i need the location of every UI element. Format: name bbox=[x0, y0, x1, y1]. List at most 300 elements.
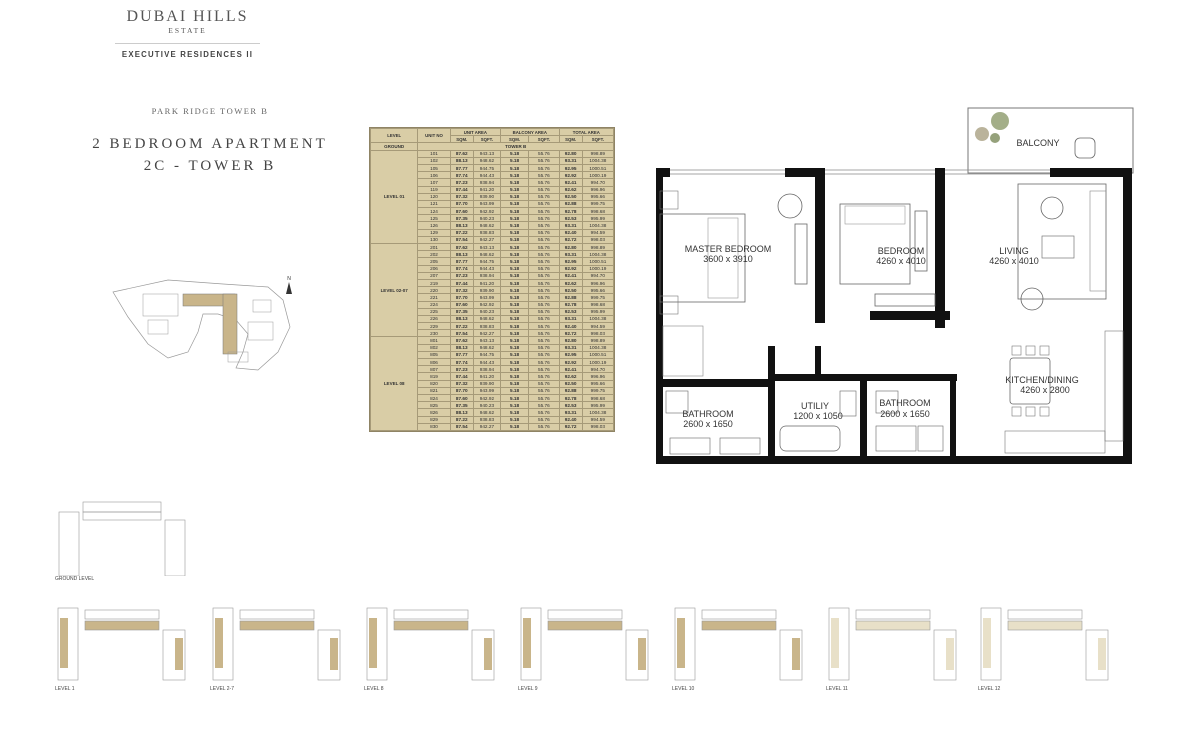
area-table bbox=[369, 127, 615, 432]
table-cell: 121 bbox=[418, 200, 450, 207]
table-cell: 55.76 bbox=[529, 251, 560, 258]
col-total-area: TOTAL AREA bbox=[559, 129, 613, 136]
table-cell: 999.75 bbox=[582, 294, 613, 301]
table-cell: 995.99 bbox=[582, 308, 613, 315]
table-cell: 5.18 bbox=[500, 330, 528, 337]
table-cell: 5.18 bbox=[500, 279, 528, 286]
table-cell: 55.76 bbox=[529, 215, 560, 222]
table-cell: 5.18 bbox=[500, 423, 528, 430]
table-cell: 998.68 bbox=[582, 208, 613, 215]
table-cell: 87.54 bbox=[450, 423, 473, 430]
table-cell: 55.76 bbox=[529, 193, 560, 200]
table-cell: 999.75 bbox=[582, 387, 613, 394]
table-cell: 93.31 bbox=[559, 409, 582, 416]
table-cell: 125 bbox=[418, 215, 450, 222]
table-cell: 820 bbox=[418, 380, 450, 387]
table-cell: 994.70 bbox=[582, 366, 613, 373]
table-cell: 998.03 bbox=[582, 236, 613, 243]
table-cell: 224 bbox=[418, 301, 450, 308]
bedroom-dim: 4260 x 4010 bbox=[876, 256, 926, 266]
table-cell: 5.18 bbox=[500, 186, 528, 193]
table-cell: 944.75 bbox=[473, 351, 500, 358]
table-cell: 824 bbox=[418, 394, 450, 401]
table-cell: 5.18 bbox=[500, 394, 528, 401]
ground-level-plan bbox=[55, 490, 190, 582]
level-label-l8: LEVEL 8 bbox=[364, 686, 384, 692]
sofa bbox=[1018, 184, 1106, 299]
tower-name: PARK RIDGE TOWER B bbox=[151, 106, 269, 116]
table-cell: 55.76 bbox=[529, 344, 560, 351]
table-cell: 93.31 bbox=[559, 157, 582, 164]
table-cell: 942.27 bbox=[473, 423, 500, 430]
table-cell: 92.50 bbox=[559, 193, 582, 200]
living-name: LIVING bbox=[999, 246, 1029, 256]
table-cell: 93.31 bbox=[559, 344, 582, 351]
table-cell: 995.66 bbox=[582, 380, 613, 387]
table-cell: 938.94 bbox=[473, 272, 500, 279]
bathroom2-name: BATHROOM bbox=[879, 398, 931, 408]
table-cell: 55.76 bbox=[529, 229, 560, 236]
table-cell: 55.76 bbox=[529, 164, 560, 171]
col-sqm: SQM. bbox=[559, 136, 582, 143]
table-cell: 92.40 bbox=[559, 229, 582, 236]
table-cell: 55.76 bbox=[529, 265, 560, 272]
brand-divider bbox=[115, 43, 260, 44]
living-dim: 4260 x 4010 bbox=[989, 256, 1039, 266]
table-cell: 55.76 bbox=[529, 258, 560, 265]
north-label: N bbox=[287, 276, 291, 282]
table-cell: 92.41 bbox=[559, 366, 582, 373]
table-cell: 5.18 bbox=[500, 179, 528, 186]
table-cell: 92.92 bbox=[559, 172, 582, 179]
table-cell: 5.18 bbox=[500, 222, 528, 229]
ground-label: GROUND bbox=[371, 143, 418, 150]
table-cell: 994.59 bbox=[582, 416, 613, 423]
table-cell: 55.76 bbox=[529, 272, 560, 279]
table-cell: 87.23 bbox=[450, 272, 473, 279]
table-cell: 92.72 bbox=[559, 330, 582, 337]
table-cell: 87.62 bbox=[450, 150, 473, 157]
level-plan-l12 bbox=[978, 602, 1113, 692]
table-cell: 5.18 bbox=[500, 402, 528, 409]
apartment-title bbox=[75, 133, 345, 177]
level-plan-l11 bbox=[826, 602, 961, 692]
table-cell: 802 bbox=[418, 344, 450, 351]
table-cell: 88.13 bbox=[450, 251, 473, 258]
table-cell: 87.74 bbox=[450, 172, 473, 179]
table-cell: 939.90 bbox=[473, 380, 500, 387]
table-cell: 120 bbox=[418, 193, 450, 200]
table-cell: 55.76 bbox=[529, 172, 560, 179]
table-cell: 948.62 bbox=[473, 157, 500, 164]
table-cell: 55.76 bbox=[529, 351, 560, 358]
table-cell: 87.70 bbox=[450, 294, 473, 301]
table-cell: 942.27 bbox=[473, 236, 500, 243]
table-cell: 87.32 bbox=[450, 193, 473, 200]
table-cell: 994.59 bbox=[582, 229, 613, 236]
table-cell: 92.40 bbox=[559, 416, 582, 423]
table-cell: 107 bbox=[418, 179, 450, 186]
table-cell: 205 bbox=[418, 258, 450, 265]
table-cell: 92.40 bbox=[559, 323, 582, 330]
master-bedroom-name: MASTER BEDROOM bbox=[684, 244, 772, 254]
table-cell: 995.66 bbox=[582, 193, 613, 200]
table-cell: 92.88 bbox=[559, 294, 582, 301]
apartment-type: 2 BEDROOM APARTMENT bbox=[92, 136, 328, 152]
table-cell: 87.54 bbox=[450, 236, 473, 243]
table-cell: 5.18 bbox=[500, 416, 528, 423]
table-cell: 5.18 bbox=[500, 164, 528, 171]
table-cell: 5.18 bbox=[500, 157, 528, 164]
table-cell: 819 bbox=[418, 373, 450, 380]
table-cell: 87.44 bbox=[450, 373, 473, 380]
table-cell: 1004.38 bbox=[582, 409, 613, 416]
key-plan bbox=[108, 272, 303, 377]
table-cell: 944.43 bbox=[473, 172, 500, 179]
table-cell: 5.18 bbox=[500, 258, 528, 265]
table-cell: 87.54 bbox=[450, 330, 473, 337]
table-cell: 5.18 bbox=[500, 200, 528, 207]
table-cell: 230 bbox=[418, 330, 450, 337]
level-label-l10: LEVEL 10 bbox=[672, 686, 695, 692]
table-cell: 5.18 bbox=[500, 380, 528, 387]
table-cell: 87.44 bbox=[450, 186, 473, 193]
table-cell: 998.03 bbox=[582, 423, 613, 430]
table-cell: 825 bbox=[418, 402, 450, 409]
project-name: EXECUTIVE RESIDENCES II bbox=[121, 50, 254, 59]
table-cell: 92.92 bbox=[559, 359, 582, 366]
table-cell: 5.18 bbox=[500, 301, 528, 308]
master-bedroom-dim: 3600 x 3910 bbox=[703, 254, 753, 264]
table-cell: 5.18 bbox=[500, 409, 528, 416]
table-cell: 940.23 bbox=[473, 308, 500, 315]
level-plan-l1 bbox=[55, 602, 190, 692]
table-cell: 119 bbox=[418, 186, 450, 193]
table-cell: 55.76 bbox=[529, 236, 560, 243]
table-cell: 219 bbox=[418, 279, 450, 286]
table-cell: 92.41 bbox=[559, 179, 582, 186]
table-cell: 996.96 bbox=[582, 373, 613, 380]
table-cell: 106 bbox=[418, 172, 450, 179]
table-cell: 999.75 bbox=[582, 200, 613, 207]
col-level: LEVEL bbox=[371, 129, 418, 143]
table-cell: 87.22 bbox=[450, 229, 473, 236]
table-cell: 87.70 bbox=[450, 387, 473, 394]
table-cell: 995.99 bbox=[582, 215, 613, 222]
level-cell: LEVEL 02-07 bbox=[371, 244, 418, 337]
table-cell: 944.43 bbox=[473, 265, 500, 272]
table-cell: 5.18 bbox=[500, 366, 528, 373]
table-cell: 87.35 bbox=[450, 402, 473, 409]
table-cell: 938.83 bbox=[473, 323, 500, 330]
table-cell: 938.94 bbox=[473, 366, 500, 373]
table-cell: 92.80 bbox=[559, 337, 582, 344]
brand-block bbox=[95, 8, 280, 59]
table-cell: 55.76 bbox=[529, 179, 560, 186]
table-cell: 55.76 bbox=[529, 416, 560, 423]
table-cell: 941.20 bbox=[473, 373, 500, 380]
table-cell: 994.59 bbox=[582, 323, 613, 330]
table-cell: 939.90 bbox=[473, 287, 500, 294]
kitchen-dim: 4260 x 2800 bbox=[1020, 385, 1070, 395]
table-cell: 87.60 bbox=[450, 208, 473, 215]
table-cell: 55.76 bbox=[529, 315, 560, 322]
table-cell: 129 bbox=[418, 229, 450, 236]
table-cell: 938.83 bbox=[473, 416, 500, 423]
table-cell: 92.88 bbox=[559, 387, 582, 394]
table-cell: 92.72 bbox=[559, 236, 582, 243]
utility-dim: 1200 x 1050 bbox=[793, 411, 843, 421]
table-cell: 225 bbox=[418, 308, 450, 315]
col-balcony-area: BALCONY AREA bbox=[500, 129, 559, 136]
table-cell: 5.18 bbox=[500, 244, 528, 251]
bathroom1-name: BATHROOM bbox=[682, 409, 734, 419]
table-cell: 87.32 bbox=[450, 287, 473, 294]
table-cell: 1004.38 bbox=[582, 344, 613, 351]
table-cell: 55.76 bbox=[529, 394, 560, 401]
table-cell: 994.70 bbox=[582, 272, 613, 279]
table-cell: 55.76 bbox=[529, 279, 560, 286]
col-sqft: SQFT. bbox=[473, 136, 500, 143]
table-row bbox=[371, 150, 614, 157]
col-sqm: SQM. bbox=[500, 136, 528, 143]
table-cell: 5.18 bbox=[500, 308, 528, 315]
table-cell: 5.18 bbox=[500, 344, 528, 351]
table-cell: 93.31 bbox=[559, 251, 582, 258]
table-cell: 5.18 bbox=[500, 373, 528, 380]
table-cell: 1004.38 bbox=[582, 157, 613, 164]
table-cell: 130 bbox=[418, 236, 450, 243]
table-cell: 942.92 bbox=[473, 301, 500, 308]
table-cell: 1000.51 bbox=[582, 164, 613, 171]
level-plan-l10 bbox=[672, 602, 807, 692]
table-cell: 55.76 bbox=[529, 294, 560, 301]
table-cell: 55.76 bbox=[529, 186, 560, 193]
table-cell: 55.76 bbox=[529, 301, 560, 308]
table-cell: 88.13 bbox=[450, 344, 473, 351]
table-cell: 92.78 bbox=[559, 301, 582, 308]
table-cell: 87.35 bbox=[450, 308, 473, 315]
table-cell: 92.53 bbox=[559, 308, 582, 315]
col-unit-no: UNIT NO bbox=[418, 129, 450, 143]
table-cell: 92.62 bbox=[559, 279, 582, 286]
table-cell: 88.13 bbox=[450, 157, 473, 164]
table-cell: 801 bbox=[418, 337, 450, 344]
table-cell: 938.94 bbox=[473, 179, 500, 186]
level-plan-l9 bbox=[518, 602, 653, 692]
table-cell: 87.62 bbox=[450, 337, 473, 344]
table-cell: 942.27 bbox=[473, 330, 500, 337]
table-cell: 1000.51 bbox=[582, 351, 613, 358]
table-cell: 943.13 bbox=[473, 150, 500, 157]
table-cell: 5.18 bbox=[500, 150, 528, 157]
table-cell: 55.76 bbox=[529, 373, 560, 380]
table-cell: 942.92 bbox=[473, 208, 500, 215]
table-cell: 1000.19 bbox=[582, 265, 613, 272]
table-cell: 206 bbox=[418, 265, 450, 272]
table-cell: 93.31 bbox=[559, 315, 582, 322]
table-row bbox=[371, 244, 614, 251]
table-cell: 92.95 bbox=[559, 351, 582, 358]
table-cell: 55.76 bbox=[529, 387, 560, 394]
table-cell: 944.75 bbox=[473, 164, 500, 171]
table-cell: 55.76 bbox=[529, 323, 560, 330]
table-cell: 998.89 bbox=[582, 337, 613, 344]
table-cell: 5.18 bbox=[500, 272, 528, 279]
table-cell: 939.90 bbox=[473, 193, 500, 200]
table-cell: 92.80 bbox=[559, 244, 582, 251]
table-cell: 5.18 bbox=[500, 229, 528, 236]
table-cell: 806 bbox=[418, 359, 450, 366]
bedroom-bed bbox=[840, 204, 910, 284]
table-cell: 941.20 bbox=[473, 186, 500, 193]
table-cell: 88.13 bbox=[450, 409, 473, 416]
table-cell: 5.18 bbox=[500, 172, 528, 179]
table-cell: 948.62 bbox=[473, 222, 500, 229]
table-cell: 207 bbox=[418, 272, 450, 279]
table-cell: 938.83 bbox=[473, 229, 500, 236]
table-cell: 87.77 bbox=[450, 351, 473, 358]
table-cell: 1000.19 bbox=[582, 359, 613, 366]
table-cell: 998.89 bbox=[582, 244, 613, 251]
table-cell: 995.99 bbox=[582, 402, 613, 409]
table-cell: 5.18 bbox=[500, 337, 528, 344]
table-cell: 996.96 bbox=[582, 279, 613, 286]
table-cell: 229 bbox=[418, 323, 450, 330]
table-cell: 102 bbox=[418, 157, 450, 164]
table-cell: 92.88 bbox=[559, 200, 582, 207]
table-cell: 5.18 bbox=[500, 359, 528, 366]
table-cell: 940.23 bbox=[473, 215, 500, 222]
level-label-l1: LEVEL 1 bbox=[55, 686, 75, 692]
table-cell: 55.76 bbox=[529, 359, 560, 366]
table-cell: 5.18 bbox=[500, 387, 528, 394]
table-cell: 5.18 bbox=[500, 208, 528, 215]
table-cell: 998.03 bbox=[582, 330, 613, 337]
level-label-l9: LEVEL 9 bbox=[518, 686, 538, 692]
table-cell: 995.66 bbox=[582, 287, 613, 294]
table-cell: 55.76 bbox=[529, 337, 560, 344]
table-cell: 87.44 bbox=[450, 279, 473, 286]
table-cell: 5.18 bbox=[500, 236, 528, 243]
table-cell: 55.76 bbox=[529, 308, 560, 315]
table-cell: 941.20 bbox=[473, 279, 500, 286]
table-cell: 55.76 bbox=[529, 330, 560, 337]
col-sqm: SQM. bbox=[450, 136, 473, 143]
table-cell: 92.92 bbox=[559, 265, 582, 272]
table-cell: 88.13 bbox=[450, 222, 473, 229]
table-cell: 5.18 bbox=[500, 215, 528, 222]
table-cell: 805 bbox=[418, 351, 450, 358]
table-cell: 55.76 bbox=[529, 423, 560, 430]
table-cell: 948.62 bbox=[473, 409, 500, 416]
table-cell: 93.31 bbox=[559, 222, 582, 229]
table-cell: 943.99 bbox=[473, 294, 500, 301]
col-sqft: SQFT. bbox=[582, 136, 613, 143]
table-cell: 92.78 bbox=[559, 208, 582, 215]
brand-subname: ESTATE bbox=[168, 26, 207, 35]
table-cell: 942.92 bbox=[473, 394, 500, 401]
table-cell: 124 bbox=[418, 208, 450, 215]
table-cell: 87.22 bbox=[450, 416, 473, 423]
brand-name: DUBAI HILLS bbox=[126, 8, 249, 25]
table-cell: 821 bbox=[418, 387, 450, 394]
table-cell: 943.99 bbox=[473, 200, 500, 207]
table-cell: 92.95 bbox=[559, 258, 582, 265]
table-cell: 5.18 bbox=[500, 351, 528, 358]
plant-icon bbox=[991, 112, 1009, 130]
table-cell: 92.78 bbox=[559, 394, 582, 401]
table-cell: 1004.38 bbox=[582, 251, 613, 258]
table-cell: 807 bbox=[418, 366, 450, 373]
table-cell: 943.13 bbox=[473, 244, 500, 251]
table-cell: 940.23 bbox=[473, 402, 500, 409]
table-cell: 92.53 bbox=[559, 402, 582, 409]
table-cell: 105 bbox=[418, 164, 450, 171]
table-cell: 92.50 bbox=[559, 287, 582, 294]
table-cell: 92.41 bbox=[559, 272, 582, 279]
level-label-ground: GROUND LEVEL bbox=[55, 576, 95, 582]
table-cell: 88.13 bbox=[450, 315, 473, 322]
table-cell: 1004.38 bbox=[582, 315, 613, 322]
table-cell: 87.60 bbox=[450, 394, 473, 401]
level-label-l11: LEVEL 11 bbox=[826, 686, 848, 692]
table-cell: 92.62 bbox=[559, 373, 582, 380]
table-cell: 55.76 bbox=[529, 222, 560, 229]
table-cell: 5.18 bbox=[500, 193, 528, 200]
table-cell: 829 bbox=[418, 416, 450, 423]
table-cell: 101 bbox=[418, 150, 450, 157]
table-cell: 1000.19 bbox=[582, 172, 613, 179]
table-cell: 1004.38 bbox=[582, 222, 613, 229]
table-cell: 830 bbox=[418, 423, 450, 430]
table-cell: 55.76 bbox=[529, 208, 560, 215]
table-cell: 87.23 bbox=[450, 366, 473, 373]
table-cell: 5.18 bbox=[500, 265, 528, 272]
table-cell: 87.77 bbox=[450, 164, 473, 171]
table-cell: 92.50 bbox=[559, 380, 582, 387]
table-cell: 948.62 bbox=[473, 344, 500, 351]
area-table-body bbox=[371, 143, 614, 431]
level-plan-l8 bbox=[364, 602, 499, 692]
table-cell: 87.60 bbox=[450, 301, 473, 308]
table-cell: 92.80 bbox=[559, 150, 582, 157]
col-sqft: SQFT. bbox=[529, 136, 560, 143]
table-cell: 948.62 bbox=[473, 251, 500, 258]
table-cell: 92.53 bbox=[559, 215, 582, 222]
table-cell: 87.70 bbox=[450, 200, 473, 207]
table-cell: 55.76 bbox=[529, 244, 560, 251]
level-label-l12: LEVEL 12 bbox=[978, 686, 1001, 692]
table-cell: 226 bbox=[418, 315, 450, 322]
kitchen-name: KITCHEN/DINING bbox=[1005, 375, 1079, 385]
table-cell: 55.76 bbox=[529, 200, 560, 207]
balcony-chair bbox=[1075, 138, 1095, 158]
floor-plan bbox=[650, 96, 1140, 466]
unit-type: 2C - TOWER B bbox=[143, 158, 277, 174]
table-cell: 201 bbox=[418, 244, 450, 251]
table-cell: 5.18 bbox=[500, 294, 528, 301]
table-cell: 202 bbox=[418, 251, 450, 258]
table-cell: 948.62 bbox=[473, 315, 500, 322]
table-row bbox=[371, 337, 614, 344]
table-cell: 943.99 bbox=[473, 387, 500, 394]
table-cell: 5.18 bbox=[500, 323, 528, 330]
bedroom-name: BEDROOM bbox=[877, 246, 925, 256]
table-cell: 1000.51 bbox=[582, 258, 613, 265]
table-cell: 996.96 bbox=[582, 186, 613, 193]
table-cell: 92.62 bbox=[559, 186, 582, 193]
